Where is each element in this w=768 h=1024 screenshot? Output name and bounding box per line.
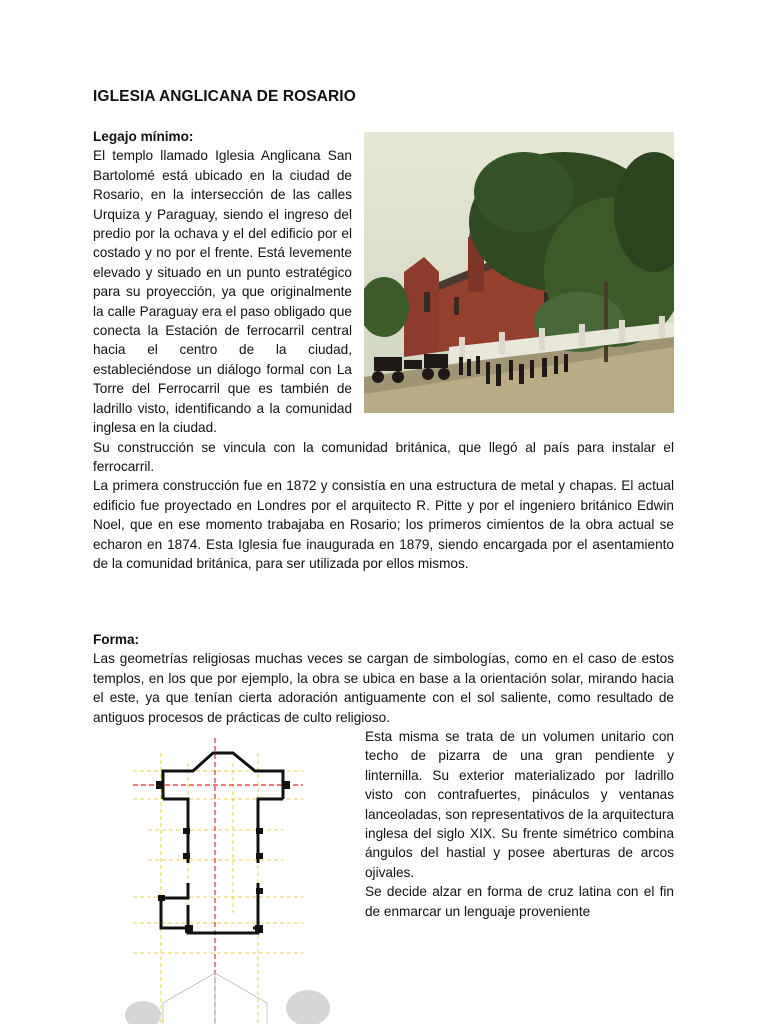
paragraph: Esta misma se trata de un volumen unitario con techo de pizarra de una gran pendiente y linternilla. Su exterior materializado por ladrillo visto con contrafuertes, pináculos y ventanas lanceoladas, son representativos de la arquitectura inglesa del siglo XIX. Su frente simétrico combina ángulos del hastial y posee aberturas de arcos ojivales. xyxy=(365,729,674,880)
section-forma-continued xyxy=(365,727,674,921)
paragraph: La primera construcción fue en 1872 y consistía en una estructura de metal y chapas. El actual edificio fue proyectado en Londres por el arquitecto R. Pitte y por el ingeniero británico Edwin Noel, que en ese momento trabajaba en Rosario; los primeros cimientos de la obra actual se echaron en 1874. Esta Iglesia fue inaugurada en 1879, siendo encargada por el asentamiento de la comunidad británica, para ser utilizada por ellos mismos. xyxy=(93,478,674,571)
floor-plan-drawing xyxy=(93,733,353,1024)
section-legajo xyxy=(93,127,674,573)
document-title: IGLESIA ANGLICANA DE ROSARIO xyxy=(93,88,356,105)
church-photo xyxy=(364,132,674,413)
section-forma xyxy=(93,630,674,727)
paragraph: Su construcción se vincula con la comunidad británica, que llegó al país para instalar el ferrocarril. xyxy=(93,439,674,474)
paragraph: Se decide alzar en forma de cruz latina con el fin de enmarcar un lenguaje proveniente xyxy=(365,884,674,919)
section-forma-heading: Forma: xyxy=(93,632,140,647)
section-legajo-heading: Legajo mínimo: xyxy=(93,129,194,144)
paragraph: El templo llamado Iglesia Anglicana San Bartolomé está ubicado en la ciudad de Rosario, en la intersección de las calles Urquiza y Paraguay, siendo el ingreso del predio por la ochava y el del edificio por el costado y no por el frente. Está levemente elevado y situado en un punto estratégico para su proyección, ya que originalmente la calle Paraguay era el paso obligado que conecta la Estación de ferrocarril central hacia el centro de la ciudad, estableciéndose un diálogo formal con La Torre del Ferrocarril que es también de ladrillo visto, identificando a la comunidad inglesa en la ciudad. xyxy=(93,148,352,436)
paragraph: Las geometrías religiosas muchas veces se cargan de simbologías, como en el caso de estos templos, en los que por ejemplo, la obra se ubica en base a la orientación solar, mirando hacia el este, ya que tenían cierta adoración antiguamente con el sol saliente, como resultado de antiguos procesos de prácticas de culto religioso. xyxy=(93,651,674,725)
